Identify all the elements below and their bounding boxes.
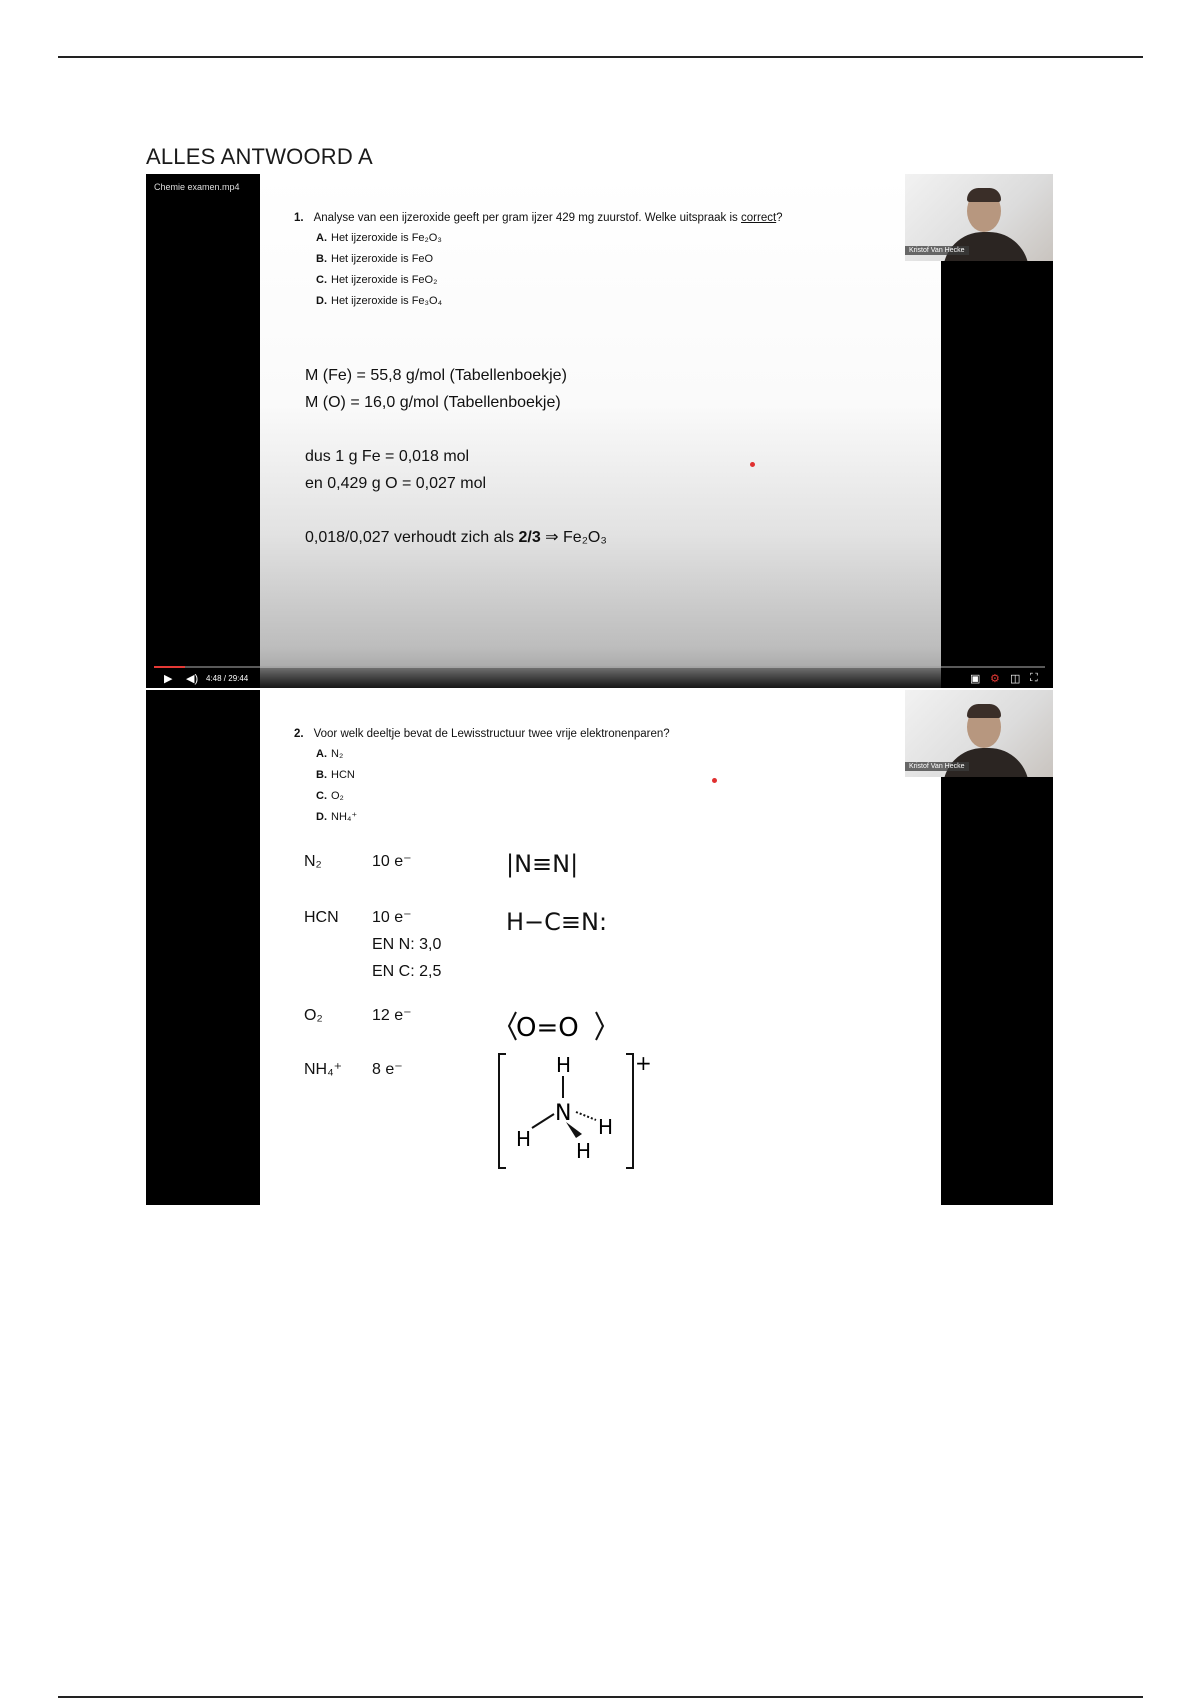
question-number: 1. [294,212,304,224]
settings-icon[interactable]: ⚙ [990,673,1000,685]
question-underlined: correct [741,212,777,224]
species-label: HCN [304,909,339,926]
video-file-label: Chemie examen.mp4 [154,182,240,192]
option-d: D. NH₄⁺ [316,811,358,823]
electron-count: 8 e⁻ [372,1061,403,1078]
option-a: A. N₂ [316,748,344,760]
slide-6 [260,690,941,1205]
pointer-dot [750,462,755,467]
question-1: 1. Analyse van een ijzeroxide geeft per gram ijzer 429 mg zuurstof. Welke uitspraak is correct? [294,212,783,224]
fullscreen-icon[interactable]: ⛶ [1030,672,1038,684]
calculation [305,362,607,551]
electronegativity-c: EN C: 2,5 [372,963,442,980]
subtitles-icon[interactable]: ▣ [970,673,981,685]
option-c: C. O₂ [316,790,344,802]
option-c: C. Het ijzeroxide is FeO₂ [316,274,438,286]
calc-line: M (O) = 16,0 g/mol (Tabellenboekje) [305,394,561,411]
question-number: 2. [294,728,304,740]
letterbox-left [146,690,260,1205]
answer-options [316,744,357,828]
answer-options [316,228,442,312]
species-label: NH₄⁺ [304,1061,343,1078]
slide-5 [260,174,941,688]
electron-count: 10 e⁻ [372,853,412,870]
calc-line: en 0,429 g O = 0,027 mol [305,475,487,492]
header-rule [58,56,1143,58]
species-label: N₂ [304,853,322,870]
question-2 [294,728,670,740]
option-b: B. HCN [316,769,355,781]
option-a: A. Het ijzeroxide is Fe₂O₃ [316,232,442,244]
calc-line: dus 1 g Fe = 0,018 mol [305,448,470,465]
nh4-h-top: H [556,1053,572,1077]
video-screenshot-2 [146,690,1053,1205]
video-controls [146,666,1053,688]
species-label: O₂ [304,1007,323,1024]
presenter-name: Kristof Van Hecke [905,246,969,255]
progress-bar[interactable] [154,666,1045,668]
electron-count: 10 e⁻ [372,909,412,926]
nh4-h-left: H [516,1127,532,1151]
video-screenshot-1 [146,174,1053,688]
calc-line: M (Fe) = 55,8 g/mol (Tabellenboekje) [305,367,567,384]
lewis-hcn: H−C≡N: [506,908,608,936]
time-display: 4:48 / 29:44 [206,674,249,683]
presenter-name: Kristof Van Hecke [905,762,969,771]
o2-text: O=O [516,1013,579,1043]
pointer-dot [712,778,717,783]
footer-rule [58,1696,1143,1698]
electron-count: 12 e⁻ [372,1007,412,1024]
conclusion: 0,018/0,027 verhoudt zich als 2/3 ⇒ Fe₂O₃ [305,529,607,546]
lewis-nh4 [496,1046,656,1176]
page-heading: ALLES ANTWOORD A [146,144,373,169]
letterbox-left [146,174,260,688]
nh4-h-bottom: H [576,1139,592,1163]
question-text: Analyse van een ijzeroxide geeft per gram ijzer 429 mg zuurstof. Welke uitspraak is [313,212,738,224]
volume-icon[interactable]: ◀) [186,673,199,685]
option-b: B. Het ijzeroxide is FeO [316,253,434,265]
electronegativity-n: EN N: 3,0 [372,936,442,953]
lewis-n2: |N≡N| [506,850,579,878]
play-icon[interactable]: ▶ [164,673,173,685]
question-text: Voor welk deeltje bevat de Lewisstructuur twee vrije elektronenparen? [313,728,670,740]
nh4-n: N [555,1101,572,1126]
progress-fill [154,666,185,668]
presenter-webcam [905,690,1053,777]
miniplayer-icon[interactable]: ◫ [1010,673,1021,685]
presenter-webcam [905,174,1053,261]
option-d: D. Het ijzeroxide is Fe₃O₄ [316,295,443,307]
nh4-charge: + [635,1051,652,1075]
nh4-h-right: H [598,1115,614,1139]
